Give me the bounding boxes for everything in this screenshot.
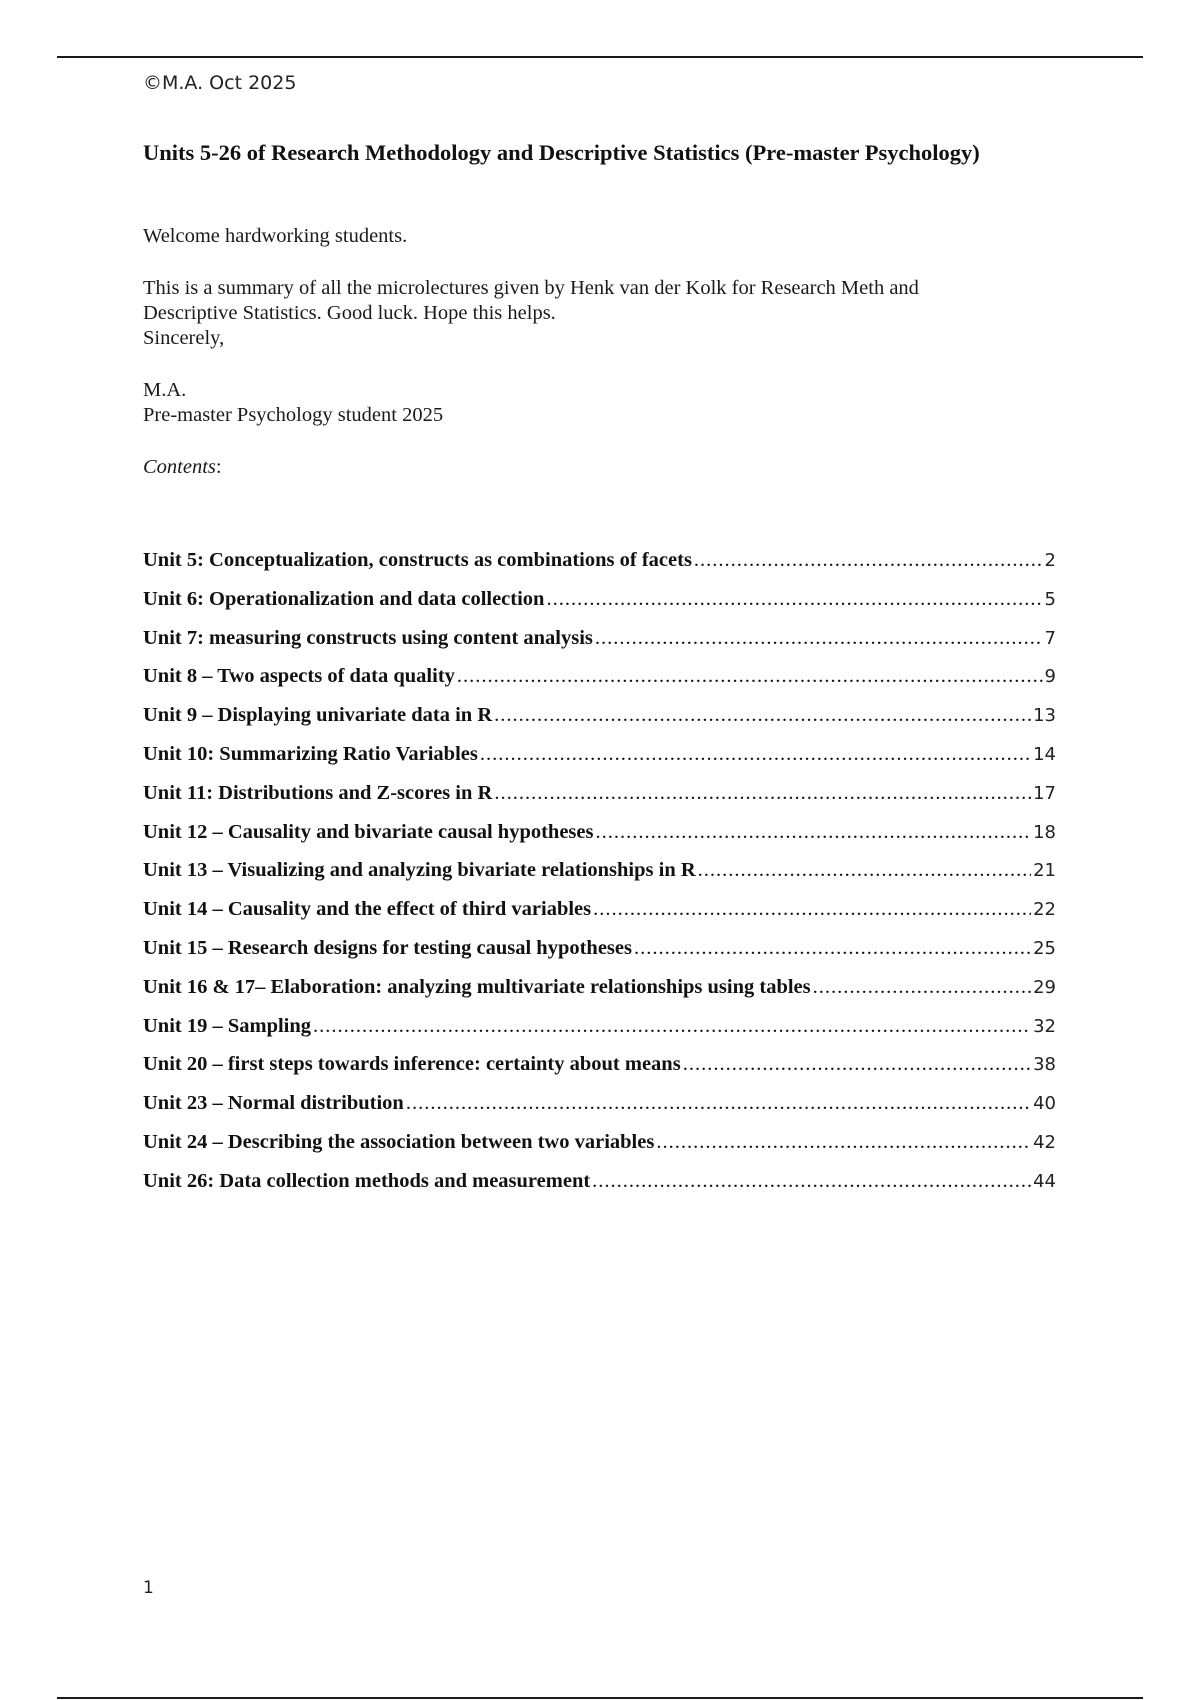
toc-entry-title: Unit 12 – Causality and bivariate causal hypotheses xyxy=(143,820,594,843)
toc-entry[interactable] xyxy=(143,1053,1056,1092)
contents-label: Contents xyxy=(143,456,216,478)
toc-entry-page: 7 xyxy=(1044,627,1056,649)
intro-line: This is a summary of all the microlectures given by Henk van der Kolk for Research Meth and xyxy=(143,277,919,299)
contents-heading xyxy=(143,455,222,480)
toc-entry[interactable] xyxy=(143,549,1056,588)
toc-entry[interactable] xyxy=(143,1015,1056,1054)
toc-entry-title: Unit 16 & 17– Elaboration: analyzing multivariate relationships using tables xyxy=(143,975,811,998)
bottom-rule xyxy=(57,1697,1143,1699)
toc-entry-title: Unit 26: Data collection methods and measurement xyxy=(143,1169,591,1192)
toc-entry-title: Unit 14 – Causality and the effect of third variables xyxy=(143,898,592,921)
toc-entry-page: 2 xyxy=(1044,550,1056,571)
toc-entry[interactable] xyxy=(143,898,1056,937)
toc-entry-page: 21 xyxy=(1033,860,1056,882)
intro-line: Sincerely, xyxy=(143,327,225,349)
toc-dot-leader xyxy=(813,976,1031,999)
toc-dot-leader xyxy=(592,1170,1031,1193)
toc-entry-title: Unit 11: Distributions and Z-scores in R xyxy=(143,781,493,804)
toc-entry-page: 40 xyxy=(1033,1093,1056,1115)
toc-entry[interactable] xyxy=(143,588,1056,627)
toc-entry-title: Unit 9 – Displaying univariate data in R xyxy=(143,704,493,727)
toc-dot-leader xyxy=(480,743,1031,766)
toc-entry-page: 44 xyxy=(1033,1170,1056,1192)
author-name: M.A. xyxy=(143,379,187,401)
toc-entry-title: Unit 7: measuring constructs using content analysis xyxy=(143,626,593,649)
toc-dot-leader xyxy=(593,898,1031,921)
page-number: 1 xyxy=(143,1578,154,1598)
toc-entry-page: 38 xyxy=(1033,1054,1056,1076)
toc-entry[interactable] xyxy=(143,782,1056,821)
toc-entry[interactable] xyxy=(143,665,1056,704)
toc-entry-page: 5 xyxy=(1044,588,1056,610)
toc-entry-page: 29 xyxy=(1033,976,1056,998)
toc-dot-leader xyxy=(313,1015,1031,1038)
toc-dot-leader xyxy=(406,1092,1031,1115)
author-role: Pre-master Psychology student 2025 xyxy=(143,404,444,426)
toc-dot-leader xyxy=(698,859,1031,882)
toc-entry-page: 9 xyxy=(1044,666,1056,688)
toc-entry-title: Unit 5: Conceptualization, constructs as combinations of facets xyxy=(143,549,692,571)
toc-entry[interactable] xyxy=(143,1131,1056,1170)
toc-entry-title: Unit 19 – Sampling xyxy=(143,1014,312,1037)
toc-dot-leader xyxy=(546,588,1042,611)
greeting-text: Welcome hardworking students. xyxy=(143,225,408,247)
toc-entry[interactable] xyxy=(143,859,1056,898)
toc-entry[interactable] xyxy=(143,937,1056,976)
toc-entry-page: 18 xyxy=(1033,821,1056,843)
contents-colon: : xyxy=(215,456,222,478)
toc-dot-leader xyxy=(457,665,1043,688)
toc-dot-leader xyxy=(595,627,1043,650)
toc-entry-title: Unit 15 – Research designs for testing causal hypotheses xyxy=(143,936,632,959)
toc-entry[interactable] xyxy=(143,743,1056,782)
toc-entry[interactable] xyxy=(143,627,1056,666)
toc-dot-leader xyxy=(694,549,1043,572)
toc-entry-page: 17 xyxy=(1033,782,1056,804)
toc-entry[interactable] xyxy=(143,704,1056,743)
toc-dot-leader xyxy=(595,821,1031,844)
toc-entry-title: Unit 24 – Describing the association between two variables xyxy=(143,1130,655,1153)
toc-entry-page: 42 xyxy=(1033,1131,1056,1153)
intro-paragraph xyxy=(143,276,1043,351)
intro-line: Descriptive Statistics. Good luck. Hope this helps. xyxy=(143,302,556,324)
toc-entry-page: 25 xyxy=(1033,937,1056,959)
toc-entry-title: Unit 13 – Visualizing and analyzing bivariate relationships in R xyxy=(143,859,696,882)
toc-entry[interactable] xyxy=(143,1170,1056,1209)
toc-entry-title: Unit 20 – first steps towards inference: certainty about means xyxy=(143,1053,681,1076)
toc-entry-title: Unit 8 – Two aspects of data quality xyxy=(143,665,455,688)
toc-entry[interactable] xyxy=(143,976,1056,1015)
signature-block xyxy=(143,378,443,428)
document-title: Units 5-26 of Research Methodology and Descriptive Statistics (Pre-master Psychology) xyxy=(143,140,980,165)
toc-entry[interactable] xyxy=(143,1092,1056,1131)
table-of-contents xyxy=(143,549,1056,1209)
copyright-note: ©M.A. Oct 2025 xyxy=(143,72,297,94)
toc-entry-page: 22 xyxy=(1033,899,1056,921)
toc-entry-page: 14 xyxy=(1033,743,1056,765)
toc-entry-title: Unit 6: Operationalization and data collection xyxy=(143,587,545,610)
toc-entry-page: 13 xyxy=(1033,705,1056,727)
top-rule xyxy=(57,56,1143,58)
toc-entry-title: Unit 10: Summarizing Ratio Variables xyxy=(143,742,478,765)
toc-dot-leader xyxy=(494,782,1031,805)
toc-entry-page: 32 xyxy=(1033,1015,1056,1037)
toc-dot-leader xyxy=(683,1053,1031,1076)
toc-dot-leader xyxy=(494,704,1031,727)
toc-entry-title: Unit 23 – Normal distribution xyxy=(143,1092,404,1115)
toc-dot-leader xyxy=(656,1131,1031,1154)
toc-entry[interactable] xyxy=(143,821,1056,860)
toc-dot-leader xyxy=(634,937,1031,960)
